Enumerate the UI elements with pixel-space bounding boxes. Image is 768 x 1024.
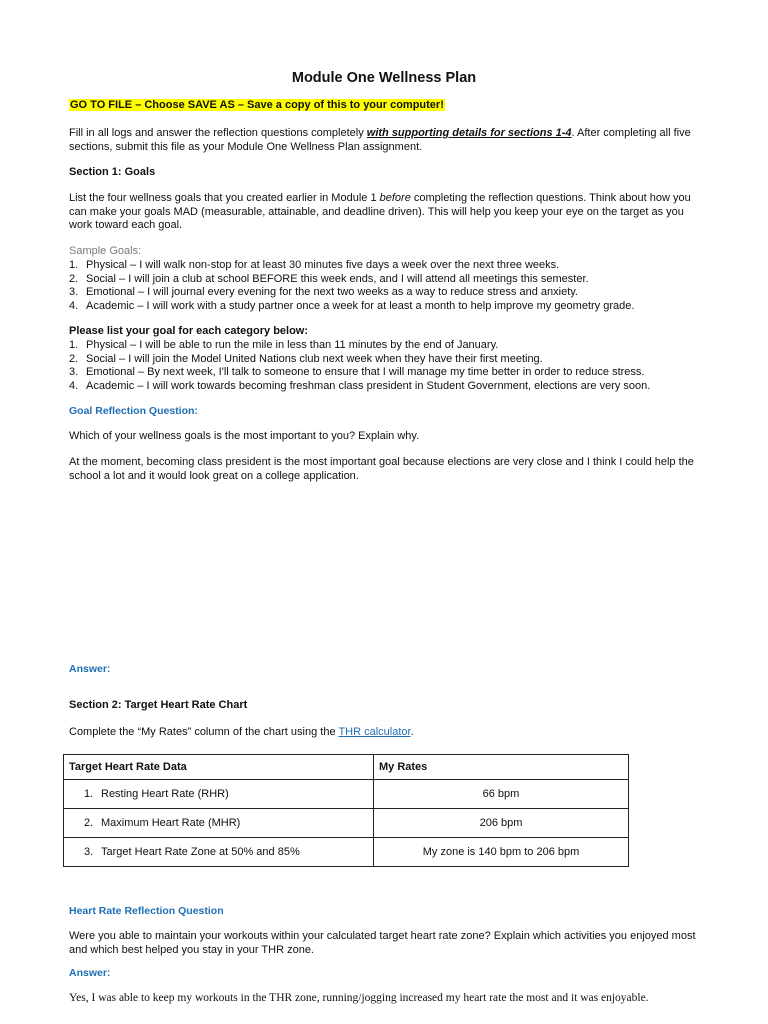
sample-goals-list <box>69 259 709 313</box>
thr-calculator-link[interactable]: THR calculator <box>338 726 411 738</box>
table-row <box>64 809 629 838</box>
section1-instructions <box>69 192 709 233</box>
table-row <box>64 780 629 809</box>
row-label: 1. Resting Heart Rate (RHR) <box>64 780 374 809</box>
instr-text-end: . <box>410 726 414 738</box>
save-instruction-banner <box>69 99 709 113</box>
banner-text: GO TO FILE – Choose SAVE AS – Save a copy of this to your computer! <box>70 99 444 111</box>
table-row <box>64 838 629 867</box>
list-item: 1. Physical – I will be able to run the mile in less than 11 minutes by the end of January. <box>69 339 499 351</box>
instr-text: List the four wellness goals that you created earlier in Module 1 <box>69 192 380 204</box>
intro-text: Fill in all logs and answer the reflection questions completely <box>69 127 367 139</box>
section1-heading: Section 1: Goals <box>69 166 156 178</box>
intro-paragraph <box>69 127 709 154</box>
list-item: 3. Emotional – I will journal every evening for the next two weeks as a way to reduce stress and anxiety. <box>69 286 578 299</box>
list-item: 2. Social – I will join a club at school BEFORE this week ends, and I will attend all meetings this semester. <box>69 272 589 285</box>
column-header-data: Target Heart Rate Data <box>64 755 374 780</box>
row-label: 3. Target Heart Rate Zone at 50% and 85% <box>64 838 374 867</box>
goal-reflection-question: Which of your wellness goals is the most important to you? Explain why. <box>69 430 420 442</box>
heart-rate-reflection-heading: Heart Rate Reflection Question <box>69 905 224 917</box>
section2-instructions <box>69 726 709 740</box>
table-header-row <box>64 755 629 780</box>
rate-value-cell[interactable]: 66 bpm <box>374 780 629 809</box>
list-item: 1. Physical – I will walk non-stop for at least 30 minutes five days a week over the next three weeks. <box>69 259 560 271</box>
heart-rate-answer-label: Answer: <box>69 967 111 979</box>
heart-rate-reflection-question: Were you able to maintain your workouts within your calculated target heart rate zone? Explain which activities you enjoyed most and which best helped you stay in your THR zone. <box>69 930 696 956</box>
list-item: 3. Emotional – By next week, I'll talk to someone to ensure that I will manage my time better in order to reduce stress. <box>69 366 645 379</box>
heart-rate-table <box>63 754 629 867</box>
rate-value-cell[interactable]: 206 bpm <box>374 809 629 838</box>
list-item: 4. Academic – I will work with a study partner once a week for at least a month to help improve my geometry grade. <box>69 299 635 312</box>
goal-answer-label: Answer: <box>69 663 111 675</box>
list-item: 4. Academic – I will work towards becoming freshman class president in Student Government, elections are very soon. <box>69 379 651 392</box>
section2-heading: Section 2: Target Heart Rate Chart <box>69 699 248 711</box>
instr-text: Complete the “My Rates” column of the chart using the <box>69 726 339 738</box>
list-item: 2. Social – I will join the Model United Nations club next week when they have their first meeting. <box>69 352 543 365</box>
instr-emphasis: before <box>379 192 411 204</box>
document-title: Module One Wellness Plan <box>291 70 477 86</box>
sample-goals-label: Sample Goals: <box>69 245 142 257</box>
instr-text-end: completing the reflection questions. Think about how you can make your goals MAD (measurable, attainable, and deadline driven). This will help you keep your eye on the target as you work toward each goal. <box>69 192 691 232</box>
intro-text-end: . After completing all five sections, submit this file as your Module One Wellness Plan assignment. <box>69 127 691 153</box>
row-label: 2. Maximum Heart Rate (MHR) <box>64 809 374 838</box>
my-goals-list <box>69 339 709 393</box>
goal-reflection-response: At the moment, becoming class president is the most important goal because elections are very close and I think I could help the school a lot and it would look great on a college application. <box>69 456 694 482</box>
intro-emphasis: with supporting details for sections 1-4 <box>366 127 572 139</box>
heart-rate-answer-text: Yes, I was able to keep my workouts in the THR zone, running/jogging increased my heart rate the most and it was enjoyable. <box>69 992 649 1004</box>
rate-value-cell[interactable]: My zone is 140 bpm to 206 bpm <box>374 838 629 867</box>
column-header-rates: My Rates <box>374 755 629 780</box>
goal-reflection-heading: Goal Reflection Question: <box>69 405 198 417</box>
goal-list-heading: Please list your goal for each category below: <box>69 325 309 337</box>
